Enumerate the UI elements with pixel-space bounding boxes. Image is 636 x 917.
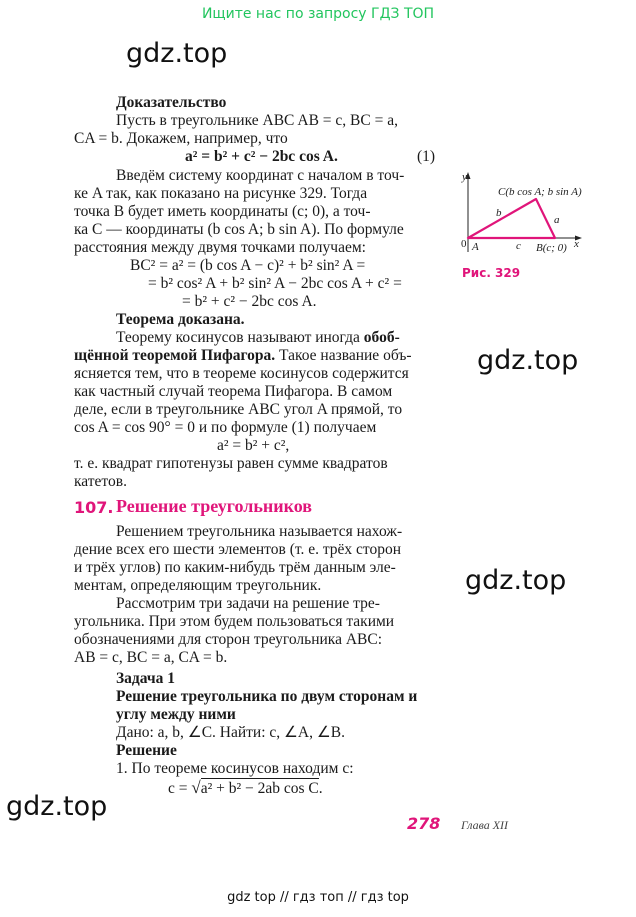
watermark: gdz.top: [465, 565, 567, 596]
text-line: ке A так, как показано на рисунке 329. Тогда: [74, 185, 368, 202]
equation-line: = b² + c² − 2bc cos A.: [182, 293, 317, 310]
text-line: расстояния между двумя точками получаем:: [74, 239, 366, 256]
text-line: катетов.: [74, 473, 127, 490]
side-b-label: b: [496, 207, 502, 219]
text-line: Введём систему координат с началом в точ-: [116, 167, 405, 184]
figure-caption: Рис. 329: [462, 266, 521, 280]
origin-label: 0: [461, 238, 467, 250]
equation-line: BC² = a² = (b cos A − c)² + b² sin² A =: [130, 257, 366, 274]
text-line: точка B будет иметь координаты (c; 0), а точ-: [74, 203, 371, 220]
point-c-label: C(b cos A; b sin A): [498, 186, 582, 198]
proof-end: Теорема доказана.: [116, 311, 245, 328]
text-line: т. е. квадрат гипотенузы равен сумме квадратов: [74, 455, 388, 472]
equation-line: = b² cos² A + b² sin² A − 2bc cos A + c² =: [148, 275, 402, 292]
point-b-label: B(c; 0): [536, 242, 567, 254]
section-number: 107.: [74, 498, 114, 517]
y-label: y: [462, 171, 467, 183]
chapter-label: Глава XII: [461, 818, 509, 832]
side-c-label: c: [516, 240, 521, 252]
section-title: Решение треугольников: [116, 496, 313, 516]
cosine-formula: c = √a² + b² − 2ab cos C.: [168, 778, 323, 797]
text-line: ментам, определяющим треугольник.: [74, 577, 322, 594]
text-line: Решением треугольника называется нахож-: [116, 523, 403, 540]
figure-329: [458, 168, 590, 262]
text-line: деле, если в треугольнике ABC угол A прямой, то: [74, 401, 403, 418]
given-line: Дано: a, b, ∠C. Найти: c, ∠A, ∠B.: [116, 724, 345, 741]
page-number: 278: [407, 814, 441, 833]
text-line: Пусть в треугольнике ABC AB = c, BC = a,: [116, 112, 398, 129]
text-line: Теорему косинусов называют иногда обоб-: [116, 329, 400, 346]
formula-number: (1): [417, 148, 436, 165]
side-a-label: a: [554, 214, 560, 226]
proof-heading: Доказательство: [116, 94, 227, 111]
text-line: CA = b. Докажем, например, что: [74, 130, 288, 147]
watermark: gdz.top: [126, 38, 228, 69]
task-heading: Задача 1: [116, 670, 176, 687]
watermark: gdz.top: [6, 791, 108, 822]
watermark: gdz.top: [477, 345, 579, 376]
text-line: дение всех его шести элементов (т. е. трёх сторон: [74, 541, 402, 558]
bottom-links[interactable]: gdz top // гдз топ // гдз top: [227, 890, 409, 905]
text-line: ка C — координаты (b cos A; b sin A). По формуле: [74, 221, 404, 238]
step-line: 1. По теореме косинусов находим c:: [116, 760, 354, 777]
task-title: Решение треугольника по двум сторонам и: [116, 688, 418, 705]
equation-line: a² = b² + c²,: [217, 437, 290, 454]
text-line: и трёх углов) по каким-нибудь трём данным эле-: [74, 559, 396, 576]
task-title: углу между ними: [116, 706, 236, 723]
top-banner[interactable]: Ищите нас по запросу ГДЗ ТОП: [201, 6, 435, 22]
text-line: AB = c, BC = a, CA = b.: [74, 649, 228, 666]
text-line: щённой теоремой Пифагора. Такое название объ-: [74, 347, 412, 364]
text-line: как частный случай теорема Пифагора. В самом: [74, 383, 393, 400]
formula: a² = b² + c² − 2bc cos A.: [185, 148, 338, 165]
x-label: x: [574, 238, 579, 250]
text-line: cos A = cos 90° = 0 и по формуле (1) получаем: [74, 419, 377, 436]
solution-heading: Решение: [116, 742, 177, 759]
text-line: угольника. При этом будем пользоваться такими: [74, 613, 395, 630]
text-line: Рассмотрим три задачи на решение тре-: [116, 595, 380, 612]
point-a-label: A: [472, 241, 479, 253]
text-line: обозначениями для сторон треугольника ABC:: [74, 631, 383, 648]
text-line: ясняется тем, что в теореме косинусов содержится: [74, 365, 409, 382]
triangle: [468, 199, 555, 238]
